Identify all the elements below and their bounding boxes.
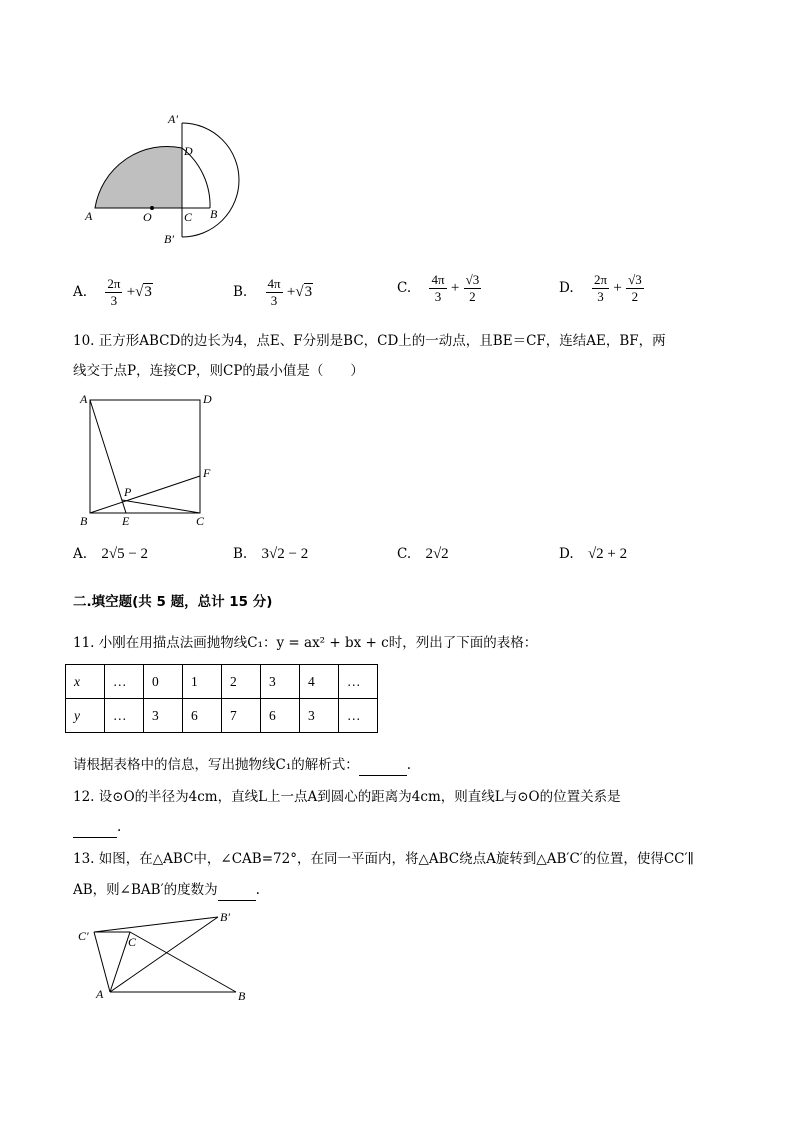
table-cell: …: [339, 665, 378, 699]
plus-sign: +√3: [286, 284, 313, 300]
figure-q9: [80, 110, 260, 250]
option-letter: C.: [397, 546, 412, 562]
q12-answer-line: [73, 817, 121, 838]
label-b-prime: B′: [164, 232, 174, 246]
plus-sign: +√3: [126, 284, 152, 300]
q10-text-line2: 线交于点P，连接CP，则CP的最小值是（ ）: [73, 363, 364, 379]
table-cell: 3: [261, 665, 300, 699]
figure-q10: [76, 392, 226, 532]
label-e: E: [122, 514, 130, 528]
label-d: D: [203, 392, 212, 406]
period: .: [255, 882, 260, 898]
q9-option-b: [233, 276, 313, 309]
figure-q13: [76, 906, 266, 1006]
table-cell: 1: [183, 665, 222, 699]
option-value: 3√2 − 2: [261, 546, 309, 562]
q9-option-d: [559, 272, 644, 305]
label-d: D: [184, 144, 193, 158]
q11-ask-text: 请根据表格中的信息，写出抛物线C₁的解析式：: [73, 757, 359, 773]
period: .: [406, 757, 412, 773]
label-b: B: [238, 989, 246, 1003]
label-c-prime: C′: [78, 929, 89, 943]
q13-text-line2: [73, 880, 260, 901]
table-cell: 2: [222, 665, 261, 699]
table-cell: 4: [300, 665, 339, 699]
table-cell: y: [66, 699, 105, 733]
option-value: √2 + 2: [587, 546, 628, 562]
table-cell: …: [105, 665, 144, 699]
table-row-y: [66, 699, 378, 733]
option-letter: A.: [73, 546, 88, 562]
table-cell: …: [105, 699, 144, 733]
plus-sign: +: [613, 280, 622, 296]
option-letter: B.: [233, 284, 248, 300]
label-b: B: [210, 207, 218, 221]
q11-prompt: 11. 小刚在用描点法画抛物线C₁：y = ax² + bx + c时，列出了下面的表格：: [73, 635, 538, 651]
q13-text-line1: 13. 如图，在△ABC中，∠CAB=72°，在同一平面内，将△ABC绕点A旋转到△AB′C′的位置，使得CC′∥: [73, 851, 694, 867]
shaded-region: [95, 146, 182, 208]
table-cell: x: [66, 665, 105, 699]
q13-line2-text: AB，则∠BAB′的度数为: [73, 882, 218, 898]
table-row-x: [66, 665, 378, 699]
label-b: B: [80, 514, 88, 528]
table-cell: 6: [183, 699, 222, 733]
option-letter: B.: [233, 546, 248, 562]
q11-value-table: [65, 664, 378, 733]
option-letter: D.: [559, 546, 574, 562]
q9-option-a: [73, 276, 153, 309]
q10-option-c: [397, 546, 449, 563]
q10-text-line1: 10. 正方形ABCD的边长为4，点E、F分别是BC，CD上的一动点，且BE＝CF，连结AE，BF，两: [73, 333, 666, 349]
label-b-prime: B′: [220, 910, 230, 924]
segment-cp: [122, 500, 200, 513]
q9-option-c: [397, 272, 481, 305]
table-cell: 7: [222, 699, 261, 733]
fraction: $\frac{4\pi}{3}$: [267, 276, 281, 308]
q10-option-b: [233, 546, 308, 563]
option-value: 2√5 − 2: [101, 546, 149, 562]
q10-option-d: [559, 546, 627, 563]
segment-a-c-prime: [94, 932, 110, 992]
table-cell: 3: [300, 699, 339, 733]
fraction-2: $\frac{√3}{2}$: [628, 272, 642, 304]
table-cell: 6: [261, 699, 300, 733]
label-o: O: [143, 210, 152, 224]
option-letter: A.: [73, 284, 88, 300]
label-a: A: [85, 209, 93, 223]
plus-sign: +: [450, 280, 460, 296]
option-letter: D.: [559, 280, 574, 296]
fraction: $\frac{2\pi}{3}$: [107, 276, 121, 308]
answer-blank[interactable]: [73, 817, 117, 838]
segment-ac: [110, 932, 130, 992]
fraction: $\frac{2\pi}{3}$: [593, 272, 608, 304]
segment-ae: [90, 400, 126, 513]
fraction: $\frac{4\pi}{3}$: [431, 272, 445, 304]
option-value: 2√2: [425, 546, 449, 562]
period: .: [117, 819, 122, 835]
square-abcd: [90, 400, 200, 513]
label-c: C: [184, 210, 193, 224]
answer-blank[interactable]: [218, 880, 256, 901]
segment-bf: [90, 476, 200, 513]
label-c: C: [196, 514, 205, 528]
label-a: A: [80, 392, 88, 406]
label-a: A: [96, 987, 104, 1001]
q12-text-line1: 12. 设⊙O的半径为4cm，直线L上一点A到圆心的距离为4cm，则直线L与⊙O的位置关系是: [73, 789, 621, 805]
fraction-2: $\frac{√3}{2}$: [465, 272, 480, 304]
section-heading: 二.填空题(共 5 题，总计 15 分): [73, 594, 273, 610]
table-cell: 0: [144, 665, 183, 699]
q11-ask: [73, 755, 411, 776]
label-p: P: [124, 485, 132, 499]
label-c: C: [128, 935, 137, 949]
label-f: F: [203, 466, 211, 480]
label-a-prime: A′: [168, 112, 178, 126]
option-letter: C.: [397, 280, 412, 296]
answer-blank[interactable]: [359, 755, 407, 776]
table-cell: 3: [144, 699, 183, 733]
table-cell: …: [339, 699, 378, 733]
q10-option-a: [73, 546, 148, 563]
